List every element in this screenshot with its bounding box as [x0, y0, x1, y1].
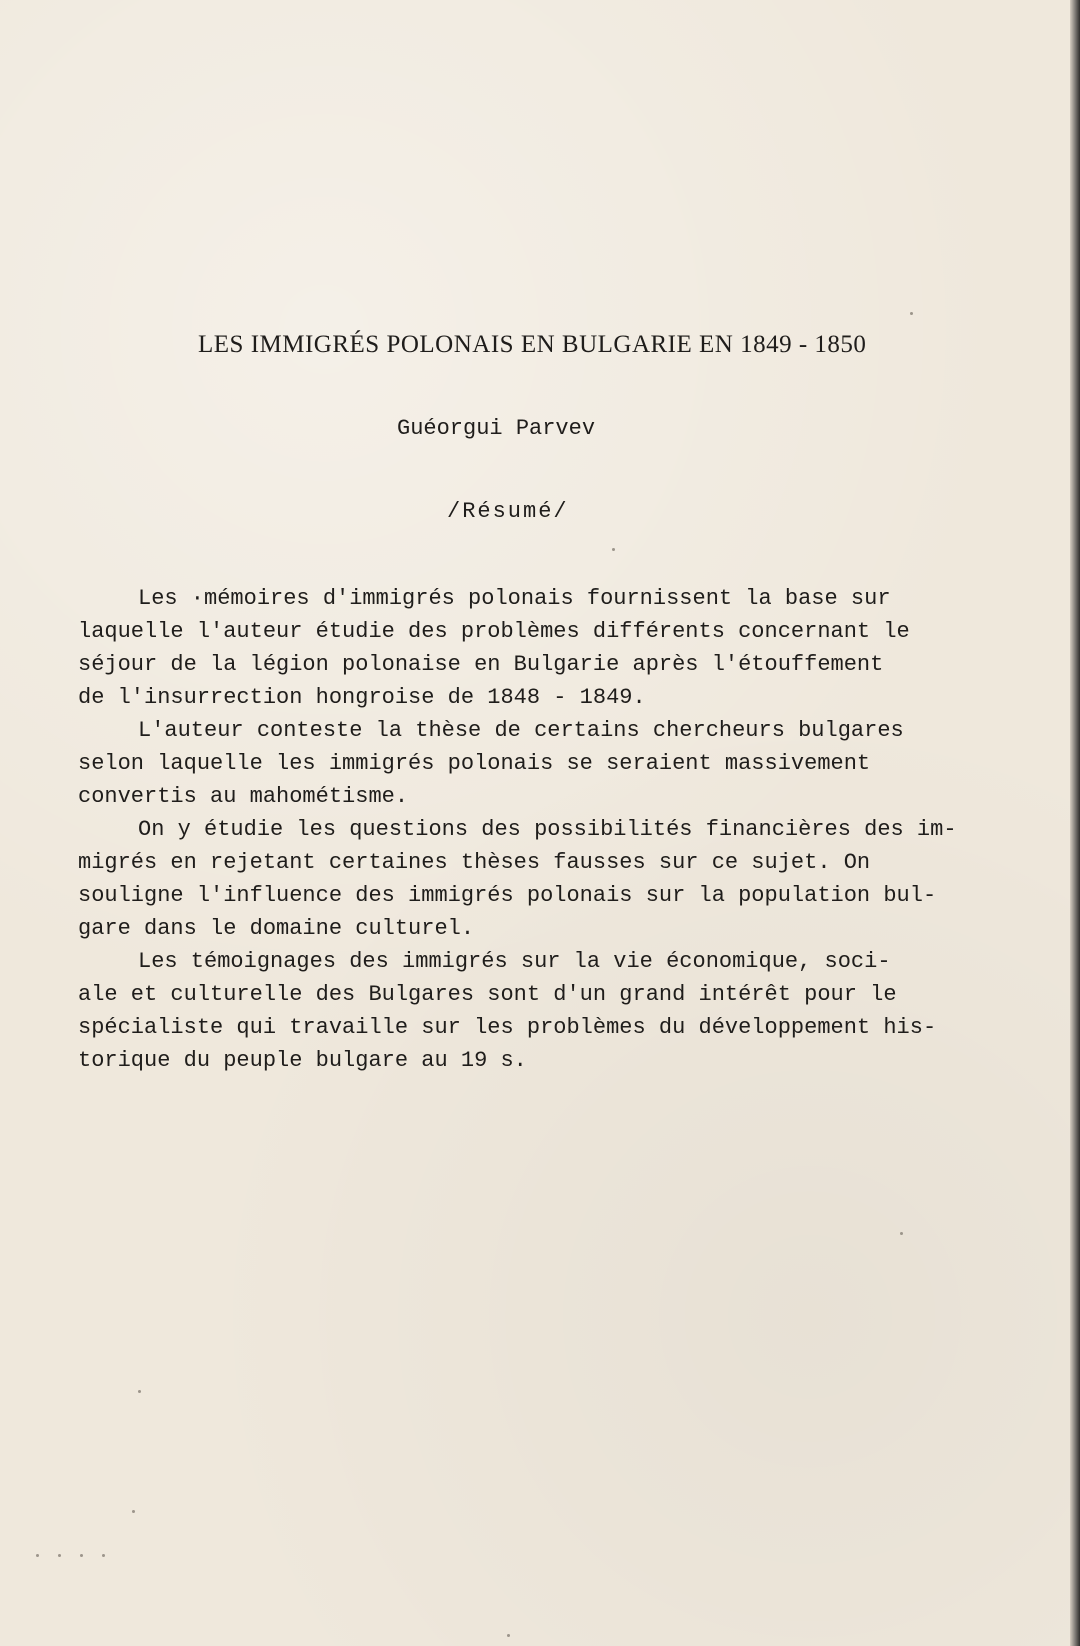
summary-line: On y étudie les questions des possibilités financières des im-: [138, 817, 957, 842]
summary-line: Les ·mémoires d'immigrés polonais fournissent la base sur: [138, 586, 891, 611]
paper-speck: [132, 1510, 135, 1513]
paper-speck: [102, 1554, 105, 1557]
summary-line: Les témoignages des immigrés sur la vie économique, soci-: [138, 949, 891, 974]
paper-speck: [36, 1554, 39, 1557]
resume-heading: /Résumé/: [447, 499, 569, 524]
summary-body: [78, 582, 1008, 1077]
paper-speck: [58, 1554, 61, 1557]
summary-line: ale et culturelle des Bulgares sont d'un grand intérêt pour le: [78, 982, 897, 1007]
summary-line: laquelle l'auteur étudie des problèmes différents concernant le: [78, 619, 910, 644]
paper-speck: [138, 1390, 141, 1393]
article-author: Guéorgui Parvev: [397, 416, 596, 441]
paper-speck: [612, 548, 615, 551]
paper-speck: [900, 1232, 903, 1235]
summary-line: selon laquelle les immigrés polonais se seraient massivement: [78, 751, 871, 776]
summary-line: gare dans le domaine culturel.: [78, 916, 475, 941]
summary-line: L'auteur conteste la thèse de certains chercheurs bulgares: [138, 718, 904, 743]
summary-line: torique du peuple bulgare au 19 s.: [78, 1048, 527, 1073]
summary-line: séjour de la légion polonaise en Bulgarie après l'étouffement: [78, 652, 884, 677]
summary-line: de l'insurrection hongroise de 1848 - 1849.: [78, 685, 646, 710]
summary-line: migrés en rejetant certaines thèses fausses sur ce sujet. On: [78, 850, 871, 875]
paper-speck: [910, 312, 913, 315]
summary-line: spécialiste qui travaille sur les problèmes du développement his-: [78, 1015, 937, 1040]
page-edge-shadow: [1070, 0, 1080, 1646]
summary-line: convertis au mahométisme.: [78, 784, 409, 809]
summary-line: souligne l'influence des immigrés polonais sur la population bul-: [78, 883, 937, 908]
paper-speck: [80, 1554, 83, 1557]
article-title: LES IMMIGRÉS POLONAIS EN BULGARIE EN 1849 - 1850: [198, 331, 867, 358]
paper-speck: [507, 1634, 510, 1637]
